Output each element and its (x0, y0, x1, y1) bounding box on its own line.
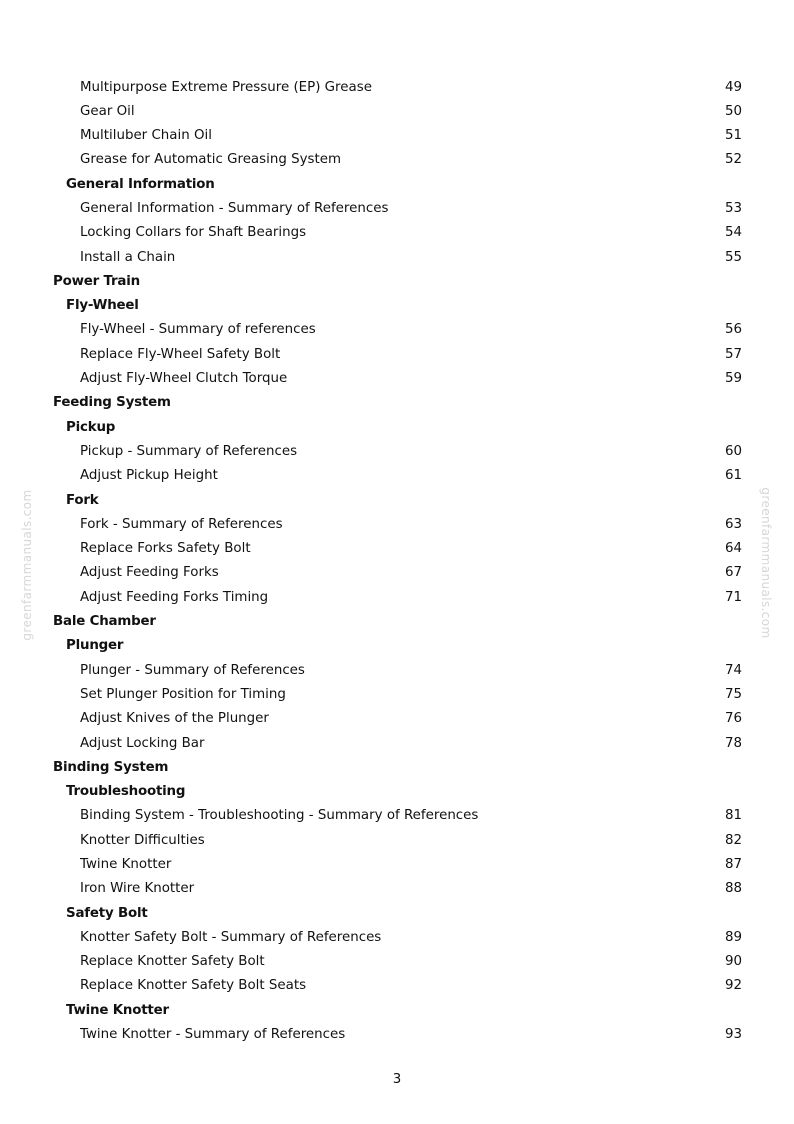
toc-entry-label: Replace Knotter Safety Bolt (80, 954, 265, 970)
toc-entry-label: Replace Fly-Wheel Safety Bolt (80, 346, 281, 362)
toc-subsection-label: Pickup (66, 419, 116, 435)
toc-entry-label: Adjust Knives of the Plunger (80, 711, 269, 727)
toc-entry[interactable] (0, 124, 794, 148)
toc-page-number: 90 (724, 954, 742, 970)
toc-page-number: 53 (724, 200, 742, 216)
toc-entry[interactable] (0, 367, 794, 391)
toc-entry-label: Fly-Wheel - Summary of references (80, 322, 316, 338)
table-of-contents (0, 76, 794, 1048)
toc-entry-label: Adjust Feeding Forks Timing (80, 589, 269, 605)
toc-entry[interactable] (0, 707, 794, 731)
toc-page-number: 89 (724, 929, 742, 945)
toc-entry-label: General Information - Summary of References (80, 200, 389, 216)
toc-page-number: 64 (724, 541, 742, 557)
toc-subsection-label: Fork (66, 492, 99, 508)
toc-subsection-label: Twine Knotter (66, 1002, 169, 1018)
toc-subsection (0, 780, 794, 804)
toc-entry-label: Binding System - Troubleshooting - Summary of References (80, 808, 479, 824)
toc-page-number: 74 (724, 662, 742, 678)
toc-entry-label: Gear Oil (80, 103, 135, 119)
toc-entry[interactable] (0, 586, 794, 610)
toc-section-label: Feeding System (53, 395, 171, 411)
toc-page-number: 57 (724, 346, 742, 362)
toc-entry-label: Multipurpose Extreme Pressure (EP) Grease (80, 79, 372, 95)
toc-entry-label: Replace Forks Safety Bolt (80, 541, 251, 557)
toc-page-number: 71 (724, 589, 742, 605)
toc-page-number: 75 (724, 686, 742, 702)
toc-entry[interactable] (0, 100, 794, 124)
toc-subsection-label: Plunger (66, 638, 124, 654)
toc-section (0, 270, 794, 294)
toc-page-number: 82 (724, 832, 742, 848)
toc-entry-label: Grease for Automatic Greasing System (80, 152, 342, 168)
toc-entry-label: Pickup - Summary of References (80, 443, 298, 459)
page-number: 3 (392, 1072, 402, 1087)
toc-subsection (0, 489, 794, 513)
toc-entry[interactable] (0, 537, 794, 561)
toc-page-number: 67 (724, 565, 742, 581)
toc-entry-label: Adjust Fly-Wheel Clutch Torque (80, 371, 288, 387)
toc-entry[interactable] (0, 561, 794, 585)
toc-entry[interactable] (0, 464, 794, 488)
toc-section-label: Bale Chamber (53, 614, 156, 630)
toc-section-label: Binding System (53, 759, 169, 775)
toc-entry-label: Knotter Safety Bolt - Summary of References (80, 929, 382, 945)
toc-entry[interactable] (0, 732, 794, 756)
toc-entry[interactable] (0, 343, 794, 367)
toc-page-number: 63 (724, 516, 742, 532)
toc-entry[interactable] (0, 829, 794, 853)
toc-entry-label: Install a Chain (80, 249, 176, 265)
toc-entry[interactable] (0, 197, 794, 221)
toc-entry-label: Replace Knotter Safety Bolt Seats (80, 978, 307, 994)
toc-entry[interactable] (0, 950, 794, 974)
toc-entry[interactable] (0, 683, 794, 707)
toc-page-number: 55 (724, 249, 742, 265)
toc-entry[interactable] (0, 1023, 794, 1047)
toc-section (0, 756, 794, 780)
toc-subsection (0, 173, 794, 197)
toc-subsection (0, 999, 794, 1023)
toc-entry[interactable] (0, 513, 794, 537)
toc-entry-label: Plunger - Summary of References (80, 662, 305, 678)
toc-subsection (0, 416, 794, 440)
toc-entry-label: Knotter Difficulties (80, 832, 205, 848)
toc-entry-label: Adjust Pickup Height (80, 468, 218, 484)
toc-page-number: 56 (724, 322, 742, 338)
toc-entry[interactable] (0, 148, 794, 172)
toc-entry[interactable] (0, 246, 794, 270)
toc-page-number: 59 (724, 371, 742, 387)
toc-page-number: 61 (724, 468, 742, 484)
toc-entry-label: Adjust Locking Bar (80, 735, 205, 751)
toc-page-number: 87 (724, 857, 742, 872)
toc-section-label: Power Train (53, 273, 140, 289)
toc-subsection (0, 294, 794, 318)
toc-entry[interactable] (0, 440, 794, 464)
toc-page-number: 76 (724, 711, 742, 727)
toc-entry[interactable] (0, 221, 794, 245)
toc-page-number: 51 (724, 128, 742, 144)
toc-section (0, 391, 794, 415)
toc-entry[interactable] (0, 926, 794, 950)
toc-entry[interactable] (0, 659, 794, 683)
toc-entry-label: Iron Wire Knotter (80, 881, 195, 897)
toc-page-number: 88 (724, 881, 742, 897)
toc-subsection-label: Troubleshooting (66, 784, 186, 800)
toc-entry[interactable] (0, 877, 794, 901)
toc-subsection-label: Fly-Wheel (66, 298, 139, 314)
toc-entry-label: Set Plunger Position for Timing (80, 686, 286, 702)
toc-entry-label: Fork - Summary of References (80, 516, 283, 532)
toc-section (0, 610, 794, 634)
toc-page-number: 78 (724, 735, 742, 751)
toc-entry-label: Locking Collars for Shaft Bearings (80, 225, 307, 241)
watermark-right: greenfarmmanuals.com (759, 487, 773, 639)
toc-subsection (0, 634, 794, 658)
toc-subsection (0, 902, 794, 926)
toc-entry-label: Twine Knotter - Summary of References (80, 1027, 346, 1043)
toc-entry[interactable] (0, 76, 794, 100)
toc-page-number: 92 (724, 978, 742, 994)
toc-page-number: 52 (724, 152, 742, 168)
toc-page-number: 50 (724, 103, 742, 119)
toc-page-number: 49 (724, 79, 742, 95)
toc-entry[interactable] (0, 804, 794, 828)
toc-page-number: 60 (724, 443, 742, 459)
toc-subsection-label: General Information (66, 176, 215, 192)
toc-entry[interactable] (0, 318, 794, 342)
toc-entry[interactable] (0, 974, 794, 998)
toc-page-number: 81 (724, 808, 742, 824)
toc-page-number: 93 (724, 1027, 742, 1043)
toc-page-number: 54 (724, 225, 742, 241)
toc-entry[interactable] (0, 853, 794, 877)
watermark-left: greenfarmmanuals.com (20, 489, 34, 641)
toc-entry-label: Adjust Feeding Forks (80, 565, 219, 581)
toc-entry-label: Twine Knotter (80, 857, 172, 872)
toc-subsection-label: Safety Bolt (66, 905, 148, 921)
toc-entry-label: Multiluber Chain Oil (80, 128, 212, 144)
